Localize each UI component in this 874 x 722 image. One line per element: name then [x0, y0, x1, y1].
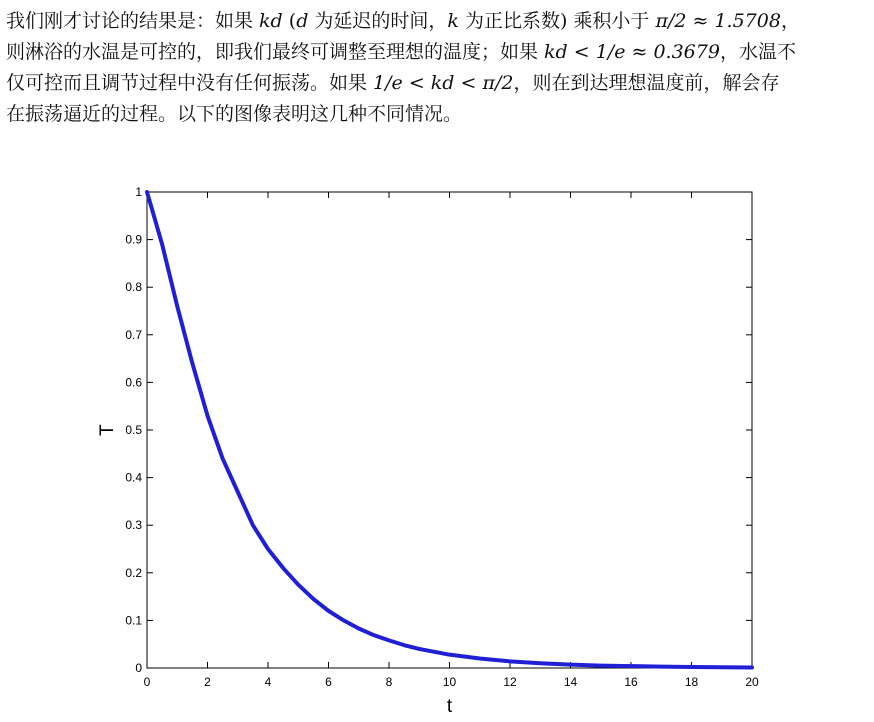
math-expression: kd	[259, 10, 283, 32]
math-expression: k	[447, 10, 459, 32]
x-tick-label: 6	[325, 675, 332, 689]
y-tick-label: 0.5	[125, 423, 142, 437]
math-expression: π/2 ≈ 1.5708	[655, 10, 781, 32]
text-segment: ，	[780, 10, 800, 32]
y-tick-label: 0.4	[125, 470, 142, 485]
y-tick-label: 0.7	[125, 327, 142, 342]
y-tick-label: 0.8	[125, 280, 142, 295]
math-expression: kd < 1/e ≈ 0.3679	[544, 41, 720, 63]
math-expression: d	[296, 10, 309, 32]
y-tick-label: 0.3	[125, 518, 142, 533]
x-tick-label: 20	[745, 675, 759, 689]
text-segment: (	[282, 10, 297, 32]
y-tick-label: 0	[135, 661, 142, 675]
y-tick-label: 1	[135, 185, 142, 199]
x-tick-label: 8	[385, 675, 393, 689]
plot-frame	[147, 192, 752, 668]
x-tick-label: 12	[503, 675, 517, 689]
text-segment: 为延迟的时间，	[308, 10, 448, 32]
x-tick-label: 0	[143, 675, 151, 689]
x-tick-label: 18	[684, 675, 699, 689]
math-expression: 1/e < kd < π/2	[373, 72, 514, 94]
y-axis-label: T	[97, 424, 119, 436]
text-segment: ，则在到达理想温度前，解会存	[513, 72, 780, 94]
x-tick-label: 16	[624, 675, 638, 689]
x-axis-label: t	[446, 696, 453, 717]
series-line	[147, 192, 752, 668]
text-segment: 则淋浴的水温是可控的，即我们最终可调整至理想的温度；如果	[6, 41, 545, 63]
y-tick-label: 0.6	[125, 375, 142, 390]
text-segment: 我们刚才讨论的结果是：如果	[6, 10, 260, 32]
text-segment: 仅可控而且调节过程中没有任何振荡。如果	[6, 72, 374, 94]
x-tick-label: 2	[204, 675, 211, 689]
x-tick-label: 4	[264, 675, 272, 689]
y-tick-label: 0.9	[125, 232, 142, 247]
y-tick-label: 0.2	[125, 565, 142, 580]
text-segment: 在振荡逼近的过程。以下的图像表明这几种不同情况。	[6, 103, 463, 125]
y-tick-label: 0.1	[125, 613, 142, 628]
x-tick-label: 10	[442, 675, 457, 689]
x-tick-label: 14	[563, 675, 578, 689]
text-segment: 为正比系数) 乘积小于	[458, 10, 656, 32]
text-segment: ，水温不	[719, 41, 796, 63]
